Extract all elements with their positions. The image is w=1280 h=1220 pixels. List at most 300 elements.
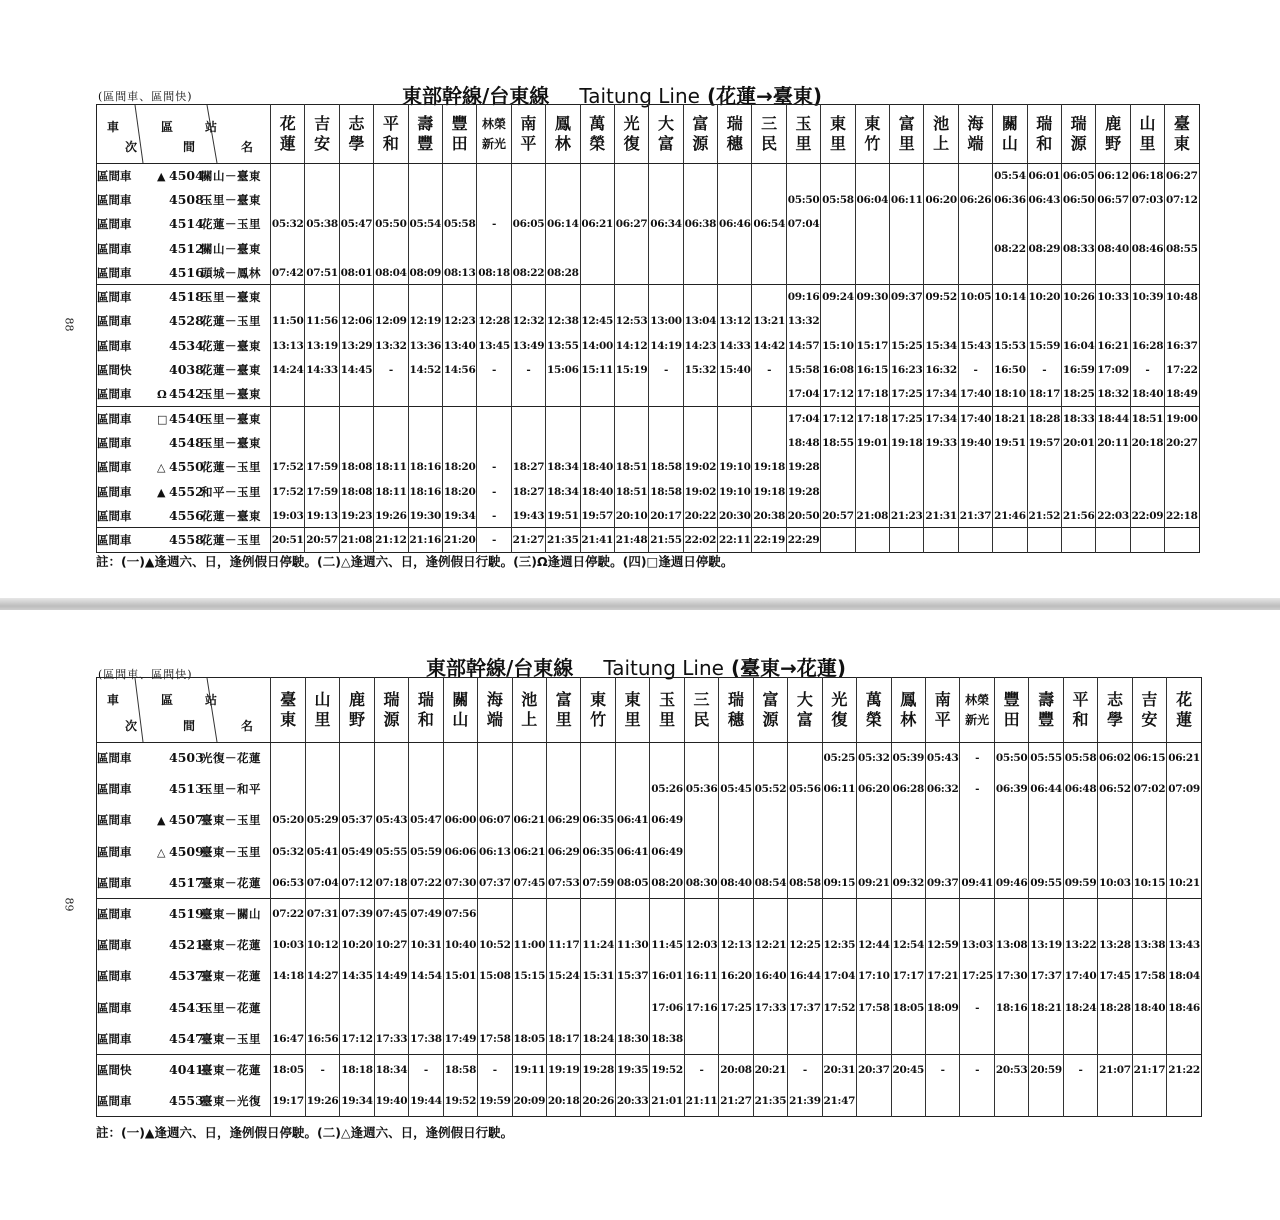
time-cell	[478, 774, 512, 805]
time-cell: 17:34	[924, 382, 958, 406]
time-cell	[1098, 836, 1132, 867]
time-cell: 09:59	[1063, 867, 1097, 898]
station-name-part: 豐	[1038, 710, 1055, 729]
time-cell: 12:13	[719, 930, 753, 961]
train-label	[97, 528, 271, 552]
time-cell	[683, 382, 717, 406]
train-kind: 區間車	[97, 938, 132, 953]
time-cell	[581, 898, 615, 929]
time-cell: 21:55	[649, 528, 683, 552]
train-route: 臺東－光復	[201, 1093, 261, 1108]
time-cell: 12:54	[891, 930, 925, 961]
time-cell: 13:29	[339, 334, 373, 358]
time-cell: 14:24	[271, 358, 305, 382]
time-cell: 15:40	[718, 358, 752, 382]
time-cell	[442, 382, 476, 406]
time-cell: 18:24	[1063, 992, 1097, 1023]
time-cell	[340, 774, 374, 805]
time-cell	[857, 1023, 891, 1054]
time-cell	[1096, 212, 1130, 236]
station-name-part: 三	[761, 114, 778, 133]
train-row	[97, 212, 1200, 236]
station-name-part: 鹿	[349, 690, 366, 709]
time-cell: 05:43	[925, 743, 959, 774]
time-cell: -	[477, 358, 511, 382]
time-cell	[650, 743, 684, 774]
train-kind: 區間車	[97, 192, 132, 207]
time-cell: -	[477, 479, 511, 503]
time-cell: 21:27	[511, 528, 545, 552]
station-name-part: 瑞	[383, 690, 400, 709]
station-name-part: 東	[829, 114, 846, 133]
time-cell: 19:03	[271, 504, 305, 528]
time-cell: 18:49	[1165, 382, 1199, 406]
time-cell: 21:17	[1132, 1054, 1166, 1085]
train-kind: 區間車	[97, 844, 132, 859]
header-corner-label: 區	[161, 693, 174, 707]
station-header	[1132, 678, 1166, 743]
time-cell	[752, 164, 786, 188]
time-cell: 06:28	[891, 774, 925, 805]
time-cell: 05:20	[271, 805, 305, 836]
train-row	[97, 431, 1200, 455]
time-cell: 05:50	[786, 188, 820, 212]
train-route: 花蓮－臺東	[201, 508, 261, 523]
time-cell: 17:45	[1098, 961, 1132, 992]
time-cell: 21:41	[580, 528, 614, 552]
station-header	[649, 105, 683, 164]
time-cell: 05:50	[994, 743, 1028, 774]
station-header	[271, 105, 305, 164]
station-header	[993, 105, 1027, 164]
time-cell	[1165, 261, 1199, 285]
time-cell	[718, 431, 752, 455]
time-cell: -	[960, 992, 994, 1023]
station-name-part: 海	[486, 690, 503, 709]
time-cell: 18:34	[374, 1054, 408, 1085]
time-cell: 18:28	[1098, 992, 1132, 1023]
time-cell: 07:22	[271, 898, 305, 929]
time-cell: 21:12	[374, 528, 408, 552]
time-cell: 08:55	[1165, 236, 1199, 260]
time-cell: 17:37	[788, 992, 822, 1023]
time-cell: 06:11	[890, 188, 924, 212]
time-cell: 06:06	[443, 836, 477, 867]
time-cell: 17:59	[305, 455, 339, 479]
time-cell: 20:57	[821, 504, 855, 528]
train-row	[97, 236, 1200, 260]
time-cell	[408, 188, 442, 212]
train-kind: 區間車	[97, 290, 132, 305]
time-cell	[305, 743, 339, 774]
time-cell	[580, 164, 614, 188]
time-cell	[718, 164, 752, 188]
time-cell	[339, 382, 373, 406]
time-cell	[822, 1023, 856, 1054]
train-row	[97, 1086, 1202, 1117]
train-kind: 區間車	[97, 265, 132, 280]
time-cell: 07:22	[409, 867, 443, 898]
time-cell: 10:40	[443, 930, 477, 961]
time-cell	[958, 479, 992, 503]
station-header	[443, 678, 477, 743]
station-header	[305, 678, 339, 743]
station-header	[477, 105, 511, 164]
time-cell: 15:53	[993, 334, 1027, 358]
station-name-part: 新光	[965, 713, 990, 727]
station-name-part: 山	[452, 710, 469, 729]
time-cell: 17:06	[650, 992, 684, 1023]
train-row	[97, 805, 1202, 836]
station-name-part: 光	[831, 690, 848, 709]
station-header	[305, 105, 339, 164]
time-cell: 05:45	[719, 774, 753, 805]
station-header	[442, 105, 476, 164]
station-header	[650, 678, 684, 743]
train-number: 4041	[169, 1062, 204, 1078]
time-cell: 17:25	[890, 382, 924, 406]
train-label	[97, 1023, 271, 1054]
train-kind: 區間車	[97, 508, 132, 523]
train-route: 花蓮－臺東	[201, 363, 261, 378]
time-cell: 11:24	[581, 930, 615, 961]
train-kind: 區間車	[97, 484, 132, 499]
time-cell	[546, 188, 580, 212]
time-cell: 20:38	[752, 504, 786, 528]
time-cell: 20:45	[891, 1054, 925, 1085]
time-cell: 06:54	[752, 212, 786, 236]
time-cell	[993, 479, 1027, 503]
time-cell	[855, 309, 889, 333]
time-cell: 18:17	[1027, 382, 1061, 406]
time-cell: 16:50	[993, 358, 1027, 382]
time-cell	[958, 528, 992, 552]
time-cell: 19:28	[786, 479, 820, 503]
time-cell	[890, 212, 924, 236]
train-row	[97, 334, 1200, 358]
train-row	[97, 867, 1202, 898]
time-cell	[890, 528, 924, 552]
time-cell: -	[409, 1054, 443, 1085]
time-cell	[1029, 1086, 1063, 1117]
station-name-part: 復	[623, 134, 640, 153]
page-number: 88	[62, 317, 76, 332]
train-kind: 區間快	[97, 363, 132, 378]
time-cell	[408, 406, 442, 430]
time-cell	[649, 236, 683, 260]
time-cell: 16:44	[788, 961, 822, 992]
time-cell: 17:10	[857, 961, 891, 992]
time-cell: 13:43	[1167, 930, 1202, 961]
train-label	[97, 164, 271, 188]
time-cell: 17:40	[1063, 961, 1097, 992]
train-label	[97, 431, 271, 455]
time-cell: 16:28	[1130, 334, 1164, 358]
train-kind: 區間車	[97, 435, 132, 450]
time-cell: 19:19	[547, 1054, 581, 1085]
time-cell: 10:20	[340, 930, 374, 961]
time-cell: 13:19	[305, 334, 339, 358]
time-cell	[614, 285, 648, 309]
train-number: 4553	[169, 1092, 204, 1108]
time-cell: 20:57	[305, 528, 339, 552]
station-name-part: 大	[657, 114, 674, 133]
time-cell: 17:25	[719, 992, 753, 1023]
time-cell	[855, 528, 889, 552]
station-name-part: 關	[452, 690, 469, 709]
time-cell: 20:27	[1165, 431, 1199, 455]
time-cell	[994, 898, 1028, 929]
train-route: 玉里－臺東	[201, 387, 261, 402]
train-number: 4517	[169, 874, 204, 890]
time-cell: 19:18	[752, 479, 786, 503]
time-cell: 16:59	[1061, 358, 1095, 382]
time-cell	[374, 164, 408, 188]
time-cell: 06:39	[994, 774, 1028, 805]
time-cell: 18:20	[442, 455, 476, 479]
time-cell: 05:37	[340, 805, 374, 836]
title-zh: 東部幹線/台東線	[426, 656, 574, 680]
time-cell	[891, 805, 925, 836]
time-cell: 19:26	[305, 1086, 339, 1117]
time-cell: 17:12	[821, 382, 855, 406]
time-cell	[581, 992, 615, 1023]
time-cell	[924, 236, 958, 260]
time-cell	[960, 805, 994, 836]
time-cell	[271, 406, 305, 430]
time-cell: 18:32	[1096, 382, 1130, 406]
time-cell: 18:51	[614, 479, 648, 503]
train-route: 玉里－臺東	[201, 192, 261, 207]
train-kind: 區間車	[97, 875, 132, 890]
station-name-part: 田	[451, 134, 468, 153]
train-route: 臺東－玉里	[201, 813, 261, 828]
time-cell: 17:04	[786, 382, 820, 406]
time-cell: 16:47	[271, 1023, 305, 1054]
train-route: 花蓮－玉里	[201, 460, 261, 475]
time-cell: 07:51	[305, 261, 339, 285]
time-cell: 18:21	[1029, 992, 1063, 1023]
station-name-part: 富	[898, 114, 915, 133]
title-en: Taitung Line	[603, 656, 724, 680]
train-number: 4514	[169, 216, 204, 232]
time-cell: 08:22	[993, 236, 1027, 260]
time-cell: 20:31	[822, 1054, 856, 1085]
time-cell	[615, 898, 649, 929]
train-row	[97, 528, 1200, 552]
station-name-part: 和	[382, 134, 399, 153]
time-cell	[1027, 309, 1061, 333]
time-cell: 20:22	[683, 504, 717, 528]
time-cell: 20:10	[614, 504, 648, 528]
time-cell: 21:35	[546, 528, 580, 552]
time-cell: 20:53	[994, 1054, 1028, 1085]
title-zh: 東部幹線/台東線	[402, 84, 550, 108]
station-name-part: 安	[1141, 710, 1158, 729]
time-cell: 06:35	[581, 805, 615, 836]
time-cell: 18:40	[1130, 382, 1164, 406]
time-cell	[614, 188, 648, 212]
time-cell	[1130, 455, 1164, 479]
train-kind: 區間車	[97, 1031, 132, 1046]
time-cell: 07:53	[547, 867, 581, 898]
time-cell: 22:29	[786, 528, 820, 552]
time-cell	[994, 805, 1028, 836]
time-cell: 22:03	[1096, 504, 1130, 528]
train-number: 4038	[169, 362, 204, 378]
station-name-part: 平	[934, 710, 951, 729]
station-name-part: 鹿	[1105, 114, 1122, 133]
time-cell	[442, 236, 476, 260]
station-name-part: 林	[900, 710, 917, 729]
time-cell	[581, 774, 615, 805]
time-cell: 19:57	[1027, 431, 1061, 455]
time-cell	[753, 898, 787, 929]
time-cell: 18:28	[1027, 406, 1061, 430]
time-cell	[1029, 1023, 1063, 1054]
time-cell	[305, 285, 339, 309]
station-name-part: 榮	[589, 134, 606, 153]
time-cell: 17:21	[925, 961, 959, 992]
time-cell: 19:18	[890, 431, 924, 455]
time-cell: 06:05	[511, 212, 545, 236]
time-cell: 08:09	[408, 261, 442, 285]
time-cell	[719, 1023, 753, 1054]
time-cell	[890, 455, 924, 479]
time-cell: 18:05	[512, 1023, 546, 1054]
station-name-part: 花	[1176, 690, 1193, 709]
train-row	[97, 1023, 1202, 1054]
time-cell: 22:02	[683, 528, 717, 552]
time-cell: 19:35	[615, 1054, 649, 1085]
time-cell: 13:45	[477, 334, 511, 358]
time-cell: 17:33	[753, 992, 787, 1023]
time-cell	[477, 382, 511, 406]
time-cell: 07:12	[1165, 188, 1199, 212]
time-cell: 22:18	[1165, 504, 1199, 528]
time-cell: 07:04	[786, 212, 820, 236]
time-cell: 13:22	[1063, 930, 1097, 961]
time-cell	[1096, 261, 1130, 285]
time-cell	[1130, 309, 1164, 333]
station-header	[1098, 678, 1132, 743]
time-cell	[477, 164, 511, 188]
time-cell: 06:21	[512, 805, 546, 836]
time-cell: 19:44	[409, 1086, 443, 1117]
train-label	[97, 479, 271, 503]
time-cell: 08:04	[374, 261, 408, 285]
station-name-part: 東	[864, 114, 881, 133]
time-cell	[683, 261, 717, 285]
time-cell: 13:13	[271, 334, 305, 358]
time-cell: 18:11	[374, 479, 408, 503]
station-name-part: 臺	[1173, 114, 1190, 133]
train-label	[97, 774, 271, 805]
time-cell: 20:59	[1029, 1054, 1063, 1085]
station-name-part: 源	[1070, 134, 1087, 153]
time-cell	[958, 212, 992, 236]
station-name-part: 東	[280, 710, 297, 729]
time-cell: 12:21	[753, 930, 787, 961]
station-name-part: 里	[898, 134, 915, 153]
train-number: 4547	[169, 1030, 204, 1046]
time-cell	[649, 188, 683, 212]
train-label	[97, 961, 271, 992]
train-label	[97, 334, 271, 358]
time-cell: 19:43	[511, 504, 545, 528]
station-name-part: 山	[1001, 134, 1018, 153]
footnote: 註：(一)▲逢週六、日，逢例假日停駛。(二)△逢週六、日，逢例假日行駛。(三)Ω逢週日停駛。(四)□逢週日停駛。	[96, 554, 734, 569]
time-cell: 17:25	[960, 961, 994, 992]
time-cell: 07:45	[512, 867, 546, 898]
time-cell	[753, 1023, 787, 1054]
time-cell: 17:52	[271, 455, 305, 479]
train-mark: Ω	[157, 388, 167, 402]
header-diagonal	[207, 678, 217, 742]
train-mark: ▲	[157, 169, 166, 183]
time-cell	[546, 382, 580, 406]
time-cell	[1027, 528, 1061, 552]
time-cell: 13:38	[1132, 930, 1166, 961]
time-cell: 18:34	[546, 479, 580, 503]
title-direction: (花蓮→臺東)	[706, 84, 822, 108]
time-cell: 21:08	[855, 504, 889, 528]
time-cell: 17:30	[994, 961, 1028, 992]
time-cell: -	[1027, 358, 1061, 382]
time-cell: 09:37	[890, 285, 924, 309]
time-cell: 06:29	[547, 805, 581, 836]
station-name-part: 萬	[589, 114, 606, 133]
station-name-part: 平	[1072, 690, 1089, 709]
time-cell	[340, 743, 374, 774]
time-cell	[408, 431, 442, 455]
station-name-part: 臺	[280, 690, 297, 709]
train-row	[97, 504, 1200, 528]
time-cell: 05:32	[271, 836, 305, 867]
train-number: 4540	[169, 410, 204, 426]
time-cell: 15:34	[924, 334, 958, 358]
time-cell: 06:21	[512, 836, 546, 867]
time-cell	[477, 431, 511, 455]
train-route: 臺東－花蓮	[201, 969, 261, 984]
time-cell	[719, 805, 753, 836]
station-header	[1063, 678, 1097, 743]
train-number: 4548	[169, 434, 204, 450]
time-cell	[271, 188, 305, 212]
time-cell: 19:51	[993, 431, 1027, 455]
train-row	[97, 309, 1200, 333]
time-cell: 06:00	[443, 805, 477, 836]
time-cell: 18:10	[993, 382, 1027, 406]
time-cell	[409, 774, 443, 805]
station-name-part: 里	[659, 710, 676, 729]
train-number: 4518	[169, 289, 204, 305]
time-cell	[684, 743, 718, 774]
time-cell	[511, 406, 545, 430]
time-cell: 17:40	[958, 406, 992, 430]
station-name-part: 鳳	[554, 114, 571, 133]
time-cell: 20:11	[1096, 431, 1130, 455]
time-cell: 05:26	[650, 774, 684, 805]
time-cell	[1063, 805, 1097, 836]
time-cell: 18:51	[614, 455, 648, 479]
train-kind: 區間車	[97, 969, 132, 984]
time-cell	[786, 261, 820, 285]
time-cell: 19:51	[546, 504, 580, 528]
footnote: 註：(一)▲逢週六、日，逢例假日停駛。(二)△逢週六、日，逢例假日行駛。	[96, 1125, 514, 1140]
station-name-part: 野	[1105, 134, 1122, 153]
time-cell	[924, 164, 958, 188]
